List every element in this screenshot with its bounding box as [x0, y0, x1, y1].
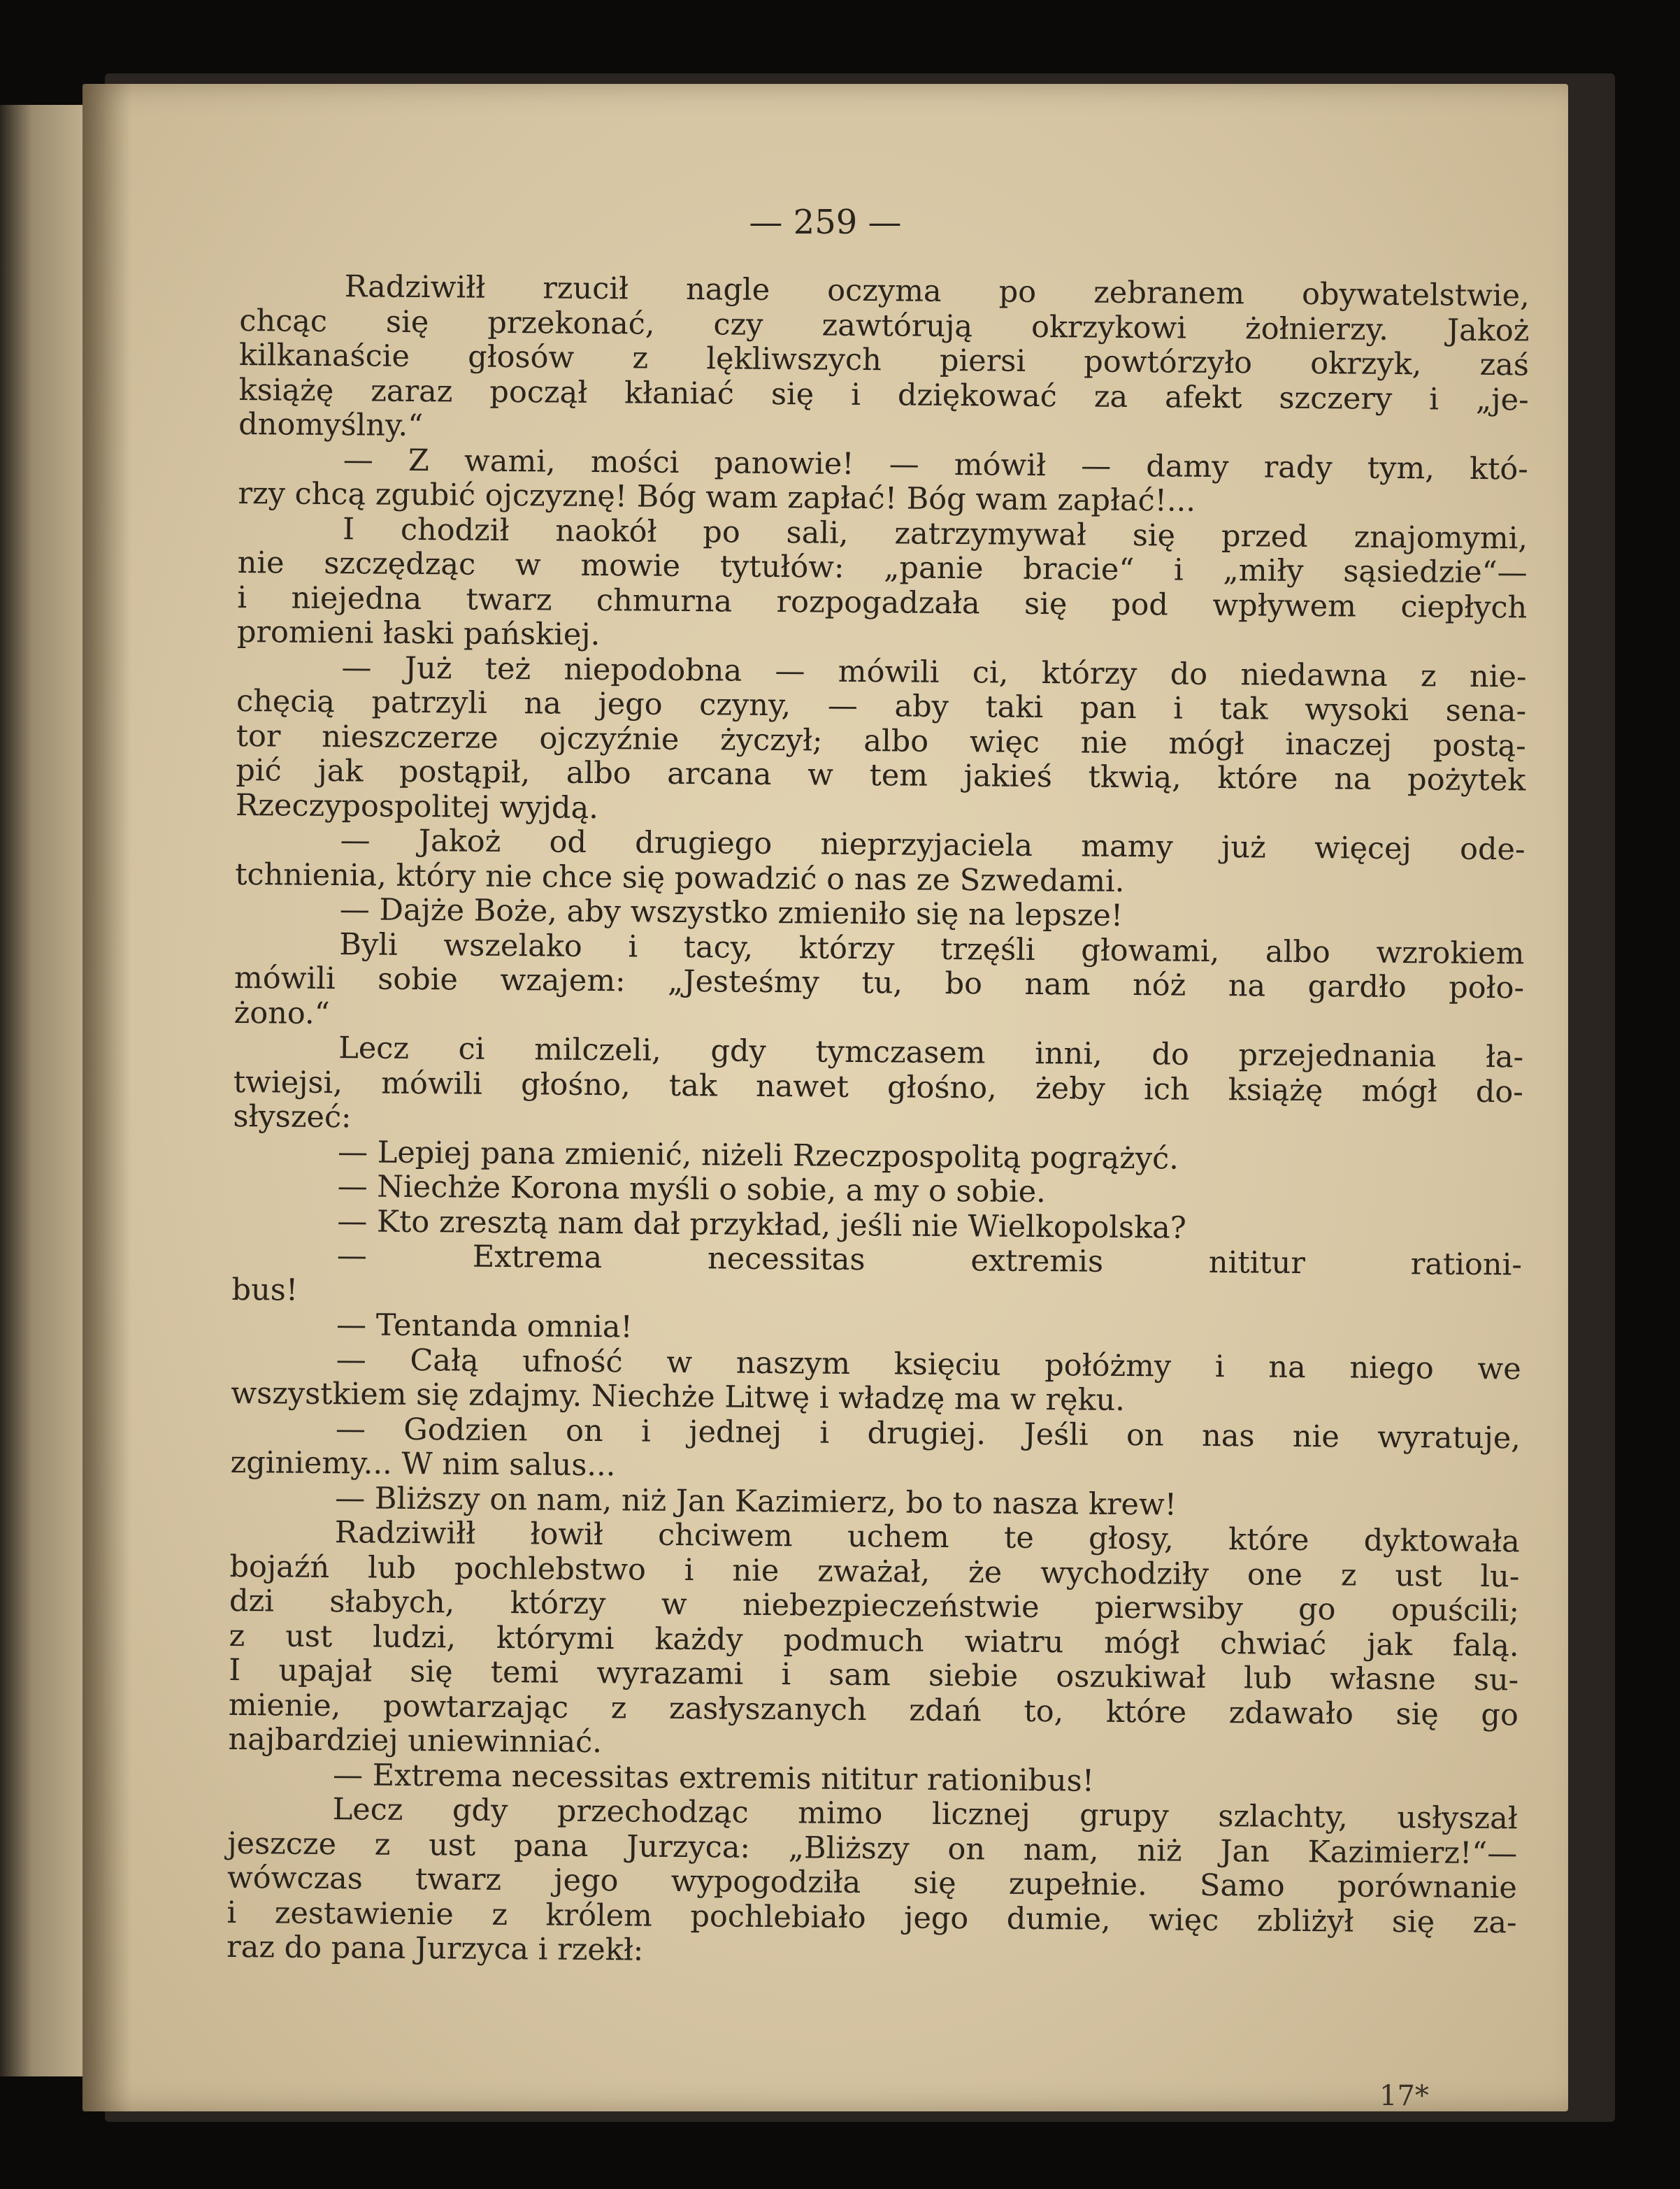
text-line: bojaźń lub pochlebstwo i nie zważał, że wychodziły one z ust lu-	[229, 1549, 1520, 1594]
text-line: chcąc się przekonać, czy zawtórują okrzykowi żołnierzy. Jakoż	[239, 303, 1530, 348]
text-line: pić jak postąpił, albo arcana w tem jakieś tkwią, które na pożytek	[236, 752, 1526, 798]
text-line: wówczas twarz jego wypogodziła się zupełnie. Samo porównanie	[227, 1860, 1518, 1906]
text-line: mówili sobie wzajem: „Jesteśmy tu, bo nam nóż na gardło poło-	[234, 960, 1525, 1006]
text-line: — Extrema necessitas extremis nititur rationibus!	[332, 1757, 1095, 1799]
text-line: i niejedna twarz chmurna rozpogadzała się pod wpływem ciepłych	[237, 580, 1528, 625]
text-line: Rzeczypospolitej wyjdą.	[235, 787, 599, 826]
text-line: promieni łaski pańskiej.	[236, 614, 601, 653]
text-line: — Extrema necessitas extremis nititur rationi-	[336, 1238, 1523, 1283]
page-fold-shadow	[82, 84, 131, 2111]
text-line: — Lepiej pana zmienić, niżeli Rzeczpospolitą pogrążyć.	[337, 1134, 1179, 1177]
text-line: Radziwiłł łowił chciwem uchem te głosy, które dyktowała	[334, 1515, 1520, 1560]
text-line: twiejsi, mówili głośno, tak nawet głośno, żeby ich książę mógł do-	[233, 1064, 1524, 1110]
text-line: kilkanaście głosów z lękliwszych piersi powtórzyło okrzyk, zaś	[238, 337, 1530, 383]
text-line: tchnienia, który nie chce się powadzić o nas ze Szwedami.	[235, 856, 1125, 899]
text-line: — Kto zresztą nam dał przykład, jeśli nie Wielkopolska?	[337, 1203, 1187, 1246]
text-line: nie szczędząc w mowie tytułów: „panie bracie“ i „miły sąsiedzie“—	[237, 545, 1528, 591]
text-line: dnomyślny.“	[238, 406, 424, 444]
text-line: I upajał się temi wyrazami i sam siebie oszukiwał lub własne su-	[229, 1652, 1519, 1698]
text-line: książę zaraz począł kłaniać się i dziękować za afekt szczery i „je-	[238, 372, 1529, 417]
text-line: — Tentanda omnia!	[336, 1307, 633, 1345]
text-line: — Bliższy on nam, niż Jan Kazimierz, bo to nasza krew!	[335, 1480, 1177, 1523]
text-line: dzi słabych, którzy w niebezpieczeństwie pierwsiby go opuścili;	[229, 1583, 1520, 1629]
text-line: — Dajże Boże, aby wszystko zmieniło się na lepsze!	[339, 892, 1123, 933]
text-line: Radziwiłł rzucił nagle oczyma po zebranem obywatelstwie,	[344, 269, 1530, 314]
text-line: — Już też niepodobna — mówili ci, którzy do niedawna z nie-	[341, 649, 1527, 694]
text-line: jeszcze z ust pana Jurzyca: „Bliższy on nam, niż Jan Kazimierz!“—	[227, 1825, 1518, 1871]
text-line: mienie, powtarzając z zasłyszanych zdań to, które zdawało się go	[228, 1687, 1519, 1732]
body-text	[227, 269, 1530, 1975]
text-line: Byli wszelako i tacy, którzy trzęśli głowami, albo wzrokiem	[339, 926, 1525, 971]
text-line: chęcią patrzyli na jego czyny, — aby taki pan i tak wysoki sena-	[236, 683, 1527, 729]
text-line: — Jakoż od drugiego nieprzyjaciela mamy już więcej ode-	[340, 823, 1525, 868]
text-line: I chodził naokół po sali, zatrzymywał się przed znajomymi,	[342, 511, 1528, 556]
text-line: bus!	[231, 1272, 299, 1308]
text-line: wszystkiem się zdajmy. Niechże Litwę i władzę ma w ręku.	[231, 1375, 1126, 1418]
text-line: z ust ludzi, którymi każdy podmuch wiatru mógł chwiać jak falą.	[229, 1618, 1519, 1663]
text-line: tor nieszczerze ojczyźnie życzył; albo więc nie mógł inaczej postą-	[236, 718, 1526, 763]
text-line: — Niechże Korona myśli o sobie, a my o sobie.	[337, 1169, 1047, 1210]
text-line: — Całą ufność w naszym księciu połóżmy i na niego we	[336, 1342, 1521, 1386]
text-line: żono.“	[234, 995, 330, 1031]
text-line: — Godzien on i jednej i drugiej. Jeśli on nas nie wyratuje,	[335, 1411, 1521, 1456]
book-page	[82, 84, 1568, 2111]
printer-signature: 17*	[1379, 2080, 1429, 2112]
text-line: zginiemy... W nim salus...	[230, 1444, 616, 1484]
page-number: — 259 —	[749, 203, 902, 242]
text-line: słyszeć:	[233, 1098, 352, 1135]
text-line: najbardziej uniewinniać.	[228, 1721, 603, 1760]
text-line: i zestawienie z królem pochlebiało jego dumie, więc zbliżył się za-	[227, 1895, 1517, 1940]
text-line: Lecz ci milczeli, gdy tymczasem inni, do przejednania ła-	[338, 1031, 1524, 1075]
text-line: — Z wami, mości panowie! — mówił — damy rady tym, któ-	[343, 442, 1529, 487]
text-line: Lecz gdy przechodząc mimo licznej grupy szlachty, usłyszał	[332, 1792, 1518, 1837]
text-line: raz do pana Jurzyca i rzekł:	[226, 1929, 644, 1968]
text-line: rzy chcą zgubić ojczyznę! Bóg wam zapłać! Bóg wam zapłać!...	[238, 475, 1196, 519]
